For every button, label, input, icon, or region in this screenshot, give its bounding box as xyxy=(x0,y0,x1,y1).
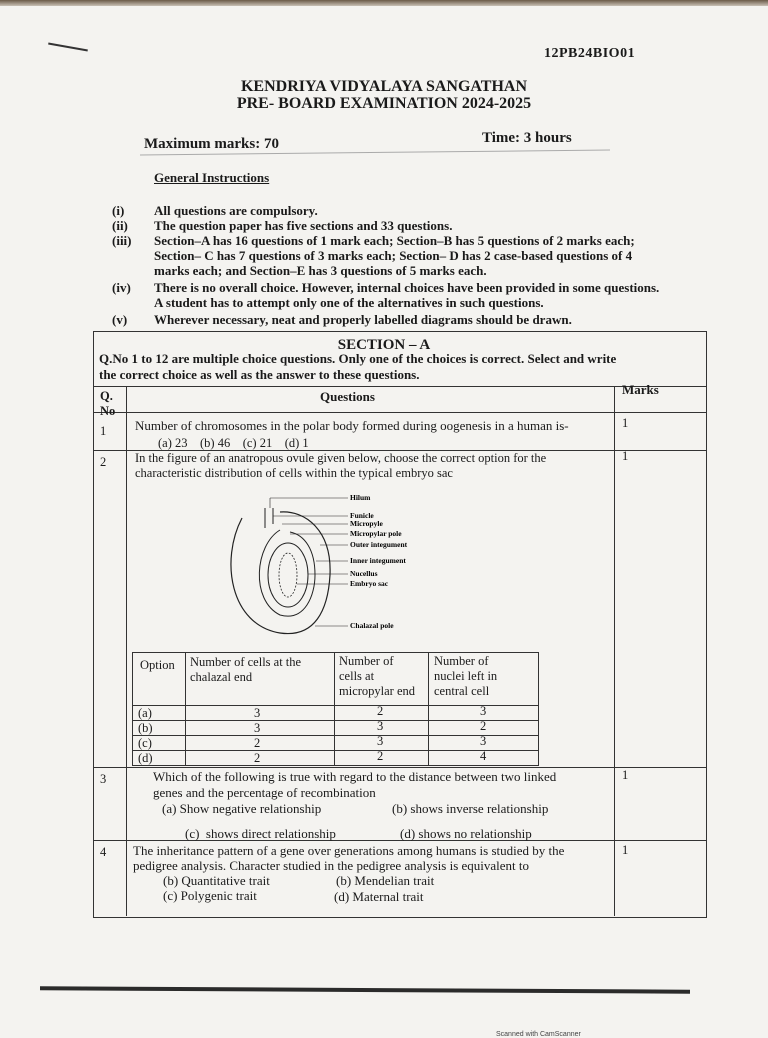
q3-option-c: (c) shows direct relationship xyxy=(185,826,336,841)
header-line: Number of xyxy=(434,654,489,668)
qno-header-line-1: Q. xyxy=(100,389,113,403)
column-header-marks: Marks xyxy=(622,382,659,397)
opt-row-c-nuclei: 3 xyxy=(480,734,487,748)
opt-header-chalazal xyxy=(190,655,301,685)
instruction-number: (ii) xyxy=(112,218,128,233)
column-header-questions: Questions xyxy=(320,389,375,404)
nucellus-outline xyxy=(268,543,308,607)
opt-table-col-line xyxy=(132,652,133,765)
opt-table-row-line xyxy=(132,750,539,751)
instruction-number: (v) xyxy=(112,312,128,327)
header-line: Number of cells at the xyxy=(190,655,302,669)
label-hilum: Hilum xyxy=(350,493,371,502)
opt-row-b-nuclei: 2 xyxy=(480,719,487,733)
q4-marks: 1 xyxy=(622,843,629,857)
pen-mark xyxy=(48,43,88,52)
opt-row-d-chalazal: 2 xyxy=(254,751,261,765)
paper-code: 12PB24BIO01 xyxy=(544,46,636,61)
q3-number: 3 xyxy=(100,772,107,786)
q1-number: 1 xyxy=(100,424,107,438)
header-line: cells at xyxy=(339,669,375,683)
column-divider xyxy=(614,386,615,916)
section-instruction xyxy=(99,351,699,383)
instruction-number: (iii) xyxy=(112,233,132,248)
opt-table-col-line xyxy=(538,652,539,765)
q4-option-a: (b) Quantitative trait xyxy=(163,873,270,888)
opt-row-b-chalazal: 3 xyxy=(254,721,261,735)
section-title: SECTION – A xyxy=(337,337,431,353)
opt-table-row-line xyxy=(132,720,539,721)
section-instruction-line-2: the correct choice as well as the answer to these questions. xyxy=(99,367,420,382)
opt-header-option: Option xyxy=(140,658,175,672)
opt-table-col-line xyxy=(428,652,429,765)
q4-text-line-2: pedigree analysis. Character studied in the pedigree analysis is equivalent to xyxy=(133,858,530,873)
opt-row-c-chalazal: 2 xyxy=(254,736,261,750)
opt-row-c-label: (c) xyxy=(138,736,152,750)
opt-row-a-nuclei: 3 xyxy=(480,704,487,718)
q2-text-line-1: In the figure of an anatropous ovule given below, choose the correct option for the xyxy=(135,451,547,465)
column-header-qno xyxy=(100,389,115,419)
label-inner-integument: Inner integument xyxy=(350,556,406,565)
instruction-text: marks each; and Section–E has 3 questions of 5 marks each. xyxy=(154,263,487,278)
q4-option-d: (d) Maternal trait xyxy=(334,889,424,904)
column-divider xyxy=(126,386,127,916)
opt-row-b-label: (b) xyxy=(138,721,153,735)
header-line: chalazal end xyxy=(190,670,253,684)
q2-number: 2 xyxy=(100,455,107,469)
general-instructions-title: General Instructions xyxy=(154,170,270,185)
opt-table-header-bottom xyxy=(132,705,539,706)
opt-table-top xyxy=(132,652,539,653)
opt-table-col-line xyxy=(334,652,335,765)
opt-header-micropylar xyxy=(339,654,415,699)
opt-row-a-label: (a) xyxy=(138,706,152,720)
q3-text-line-1: Which of the following is true with regard to the distance between two linked xyxy=(153,769,557,784)
exam-title: PRE- BOARD EXAMINATION 2024-2025 xyxy=(236,95,532,112)
q4-option-c: (c) Polygenic trait xyxy=(163,888,257,903)
opt-table-bottom xyxy=(132,765,539,766)
q4-text-line-1: The inheritance pattern of a gene over generations among humans is studied by the xyxy=(133,843,565,858)
q3-option-a: (a) Show negative relationship xyxy=(162,801,322,816)
opt-header-nuclei xyxy=(434,654,497,699)
header-line: central cell xyxy=(434,684,490,698)
label-outer-integument: Outer integument xyxy=(350,540,408,549)
organization-title: KENDRIYA VIDYALAYA SANGATHAN xyxy=(240,78,527,95)
instruction-text: Section– C has 7 questions of 3 marks each; Section– D has 2 case-based questions of 4 xyxy=(154,248,633,263)
exam-time: Time: 3 hours xyxy=(482,130,572,146)
opt-row-c-micropylar: 3 xyxy=(377,734,384,748)
anatropous-ovule-diagram xyxy=(220,490,430,640)
q3-text-line-2: genes and the percentage of recombination xyxy=(153,785,376,800)
q2-option-table xyxy=(132,652,539,765)
bottom-scan-edge xyxy=(40,986,690,993)
instruction-number: (iv) xyxy=(112,280,131,295)
qno-header-line-2: No xyxy=(100,404,116,418)
instruction-text: All questions are compulsory. xyxy=(154,203,318,218)
label-micropylar-pole: Micropylar pole xyxy=(350,529,402,538)
label-embryo-sac: Embryo sac xyxy=(350,579,389,588)
maximum-marks: Maximum marks: 70 xyxy=(144,136,279,152)
q3-marks: 1 xyxy=(622,768,629,782)
label-micropyle: Micropyle xyxy=(350,519,383,528)
header-line: nuclei left in xyxy=(434,669,498,683)
instruction-text: The question paper has five sections and 33 questions. xyxy=(154,218,453,233)
header-line: Number of xyxy=(339,654,394,668)
q1-options: (a) 23 (b) 46 (c) 21 (d) 1 xyxy=(158,436,309,450)
instruction-text: A student has to attempt only one of the alternatives in such questions. xyxy=(154,295,544,310)
header-line: micropylar end xyxy=(339,684,416,698)
opt-table-row-line xyxy=(132,735,539,736)
instruction-text: Section–A has 16 questions of 1 mark each; Section–B has 5 questions of 2 marks each; xyxy=(154,233,635,248)
q1-marks: 1 xyxy=(622,416,629,430)
q4-number: 4 xyxy=(100,845,107,859)
instruction-text: There is no overall choice. However, internal choices have been provided in some questions. xyxy=(154,280,660,295)
q3-option-d: (d) shows no relationship xyxy=(400,826,532,841)
opt-row-d-nuclei: 4 xyxy=(480,749,487,763)
q2-text-line-2: characteristic distribution of cells within the typical embryo sac xyxy=(135,466,453,480)
embryo-sac-outline xyxy=(279,553,297,597)
scanner-watermark: Scanned with CamScanner xyxy=(496,1031,581,1038)
q4-option-b: (b) Mendelian trait xyxy=(336,873,435,888)
instruction-text: Wherever necessary, neat and properly labelled diagrams should be drawn. xyxy=(154,312,572,327)
opt-row-b-micropylar: 3 xyxy=(377,719,384,733)
section-instruction-line-1: Q.No 1 to 12 are multiple choice questions. Only one of the choices is correct. Select and write xyxy=(99,351,617,366)
opt-row-a-chalazal: 3 xyxy=(254,706,261,720)
label-chalazal-pole: Chalazal pole xyxy=(350,621,394,630)
instruction-number: (i) xyxy=(112,203,125,218)
q3-option-b: (b) shows inverse relationship xyxy=(392,801,549,816)
funicle-outline xyxy=(265,508,273,528)
top-scan-edge xyxy=(0,0,768,6)
label-funicle: Funicle xyxy=(350,511,374,520)
q2-marks: 1 xyxy=(622,449,629,463)
opt-row-a-micropylar: 2 xyxy=(377,704,384,718)
opt-row-d-label: (d) xyxy=(138,751,153,765)
opt-row-d-micropylar: 2 xyxy=(377,749,384,763)
q1-text: Number of chromosomes in the polar body formed during oogenesis in a human is- xyxy=(135,418,569,433)
opt-table-col-line xyxy=(185,652,186,765)
label-nucellus: Nucellus xyxy=(350,569,378,578)
